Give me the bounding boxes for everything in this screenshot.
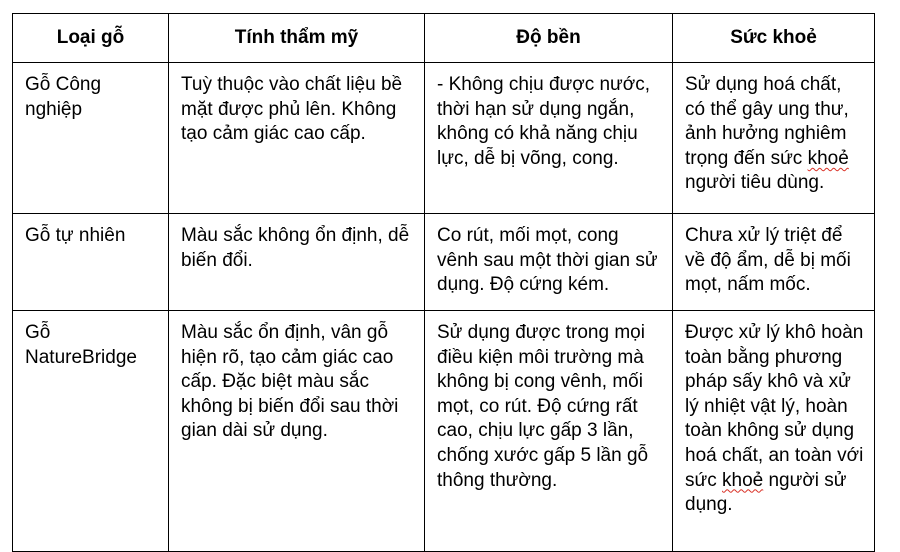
cell-wood-type: Gỗ Công nghiệp <box>13 63 169 214</box>
header-durability: Độ bền <box>425 14 673 63</box>
spellcheck-word: khoẻ <box>722 469 764 491</box>
cell-health: Chưa xử lý triệt để về độ ẩm, dễ bị mối mọt, nấm mốc. <box>673 214 875 311</box>
table-row <box>13 214 875 311</box>
header-aesthetics: Tính thẩm mỹ <box>169 14 425 63</box>
comparison-table <box>12 13 875 552</box>
cell-durability: Co rút, mối mọt, cong vênh sau một thời gian sử dụng. Độ cứng kém. <box>425 214 673 311</box>
header-health: Sức khoẻ <box>673 14 875 63</box>
cell-health-text: Được xử lý khô hoàn toàn bằng phương pháp sấy khô và xử lý nhiệt vật lý, hoàn toàn không sử dụng hoá chất, an toàn với sức <box>685 322 864 491</box>
cell-health <box>673 311 875 552</box>
table-row <box>13 63 875 214</box>
cell-aesthetics: Màu sắc ổn định, vân gỗ hiện rõ, tạo cảm giác cao cấp. Đặc biệt màu sắc không bị biến đổi sau thời gian dài sử dụng. <box>169 311 425 552</box>
cell-health-text-end: người sử dụng. <box>685 469 847 516</box>
cell-health-text: Sử dụng hoá chất, có thể gây ung thư, ảnh hưởng nghiêm trọng đến sức <box>685 74 849 169</box>
cell-wood-type: Gỗ tự nhiên <box>13 214 169 311</box>
cell-durability: - Không chịu được nước, thời hạn sử dụng ngắn, không có khả năng chịu lực, dễ bị võng, cong. <box>425 63 673 214</box>
cell-durability: Sử dụng được trong mọi điều kiện môi trường mà không bị cong vênh, mối mọt, co rút. Độ cứng rất cao, chịu lực gấp 3 lần, chống xước gấp 5 lần gỗ thông thường. <box>425 311 673 552</box>
header-wood-type: Loại gỗ <box>13 14 169 63</box>
spellcheck-word: khoẻ <box>807 147 849 169</box>
cell-aesthetics: Tuỳ thuộc vào chất liệu bề mặt được phủ lên. Không tạo cảm giác cao cấp. <box>169 63 425 214</box>
cell-health-text-end: người tiêu dùng. <box>685 172 825 194</box>
cell-aesthetics: Màu sắc không ổn định, dễ biến đổi. <box>169 214 425 311</box>
table-row <box>13 311 875 552</box>
cell-health <box>673 63 875 214</box>
cell-wood-type: Gỗ NatureBridge <box>13 311 169 552</box>
table-header-row <box>13 14 875 63</box>
